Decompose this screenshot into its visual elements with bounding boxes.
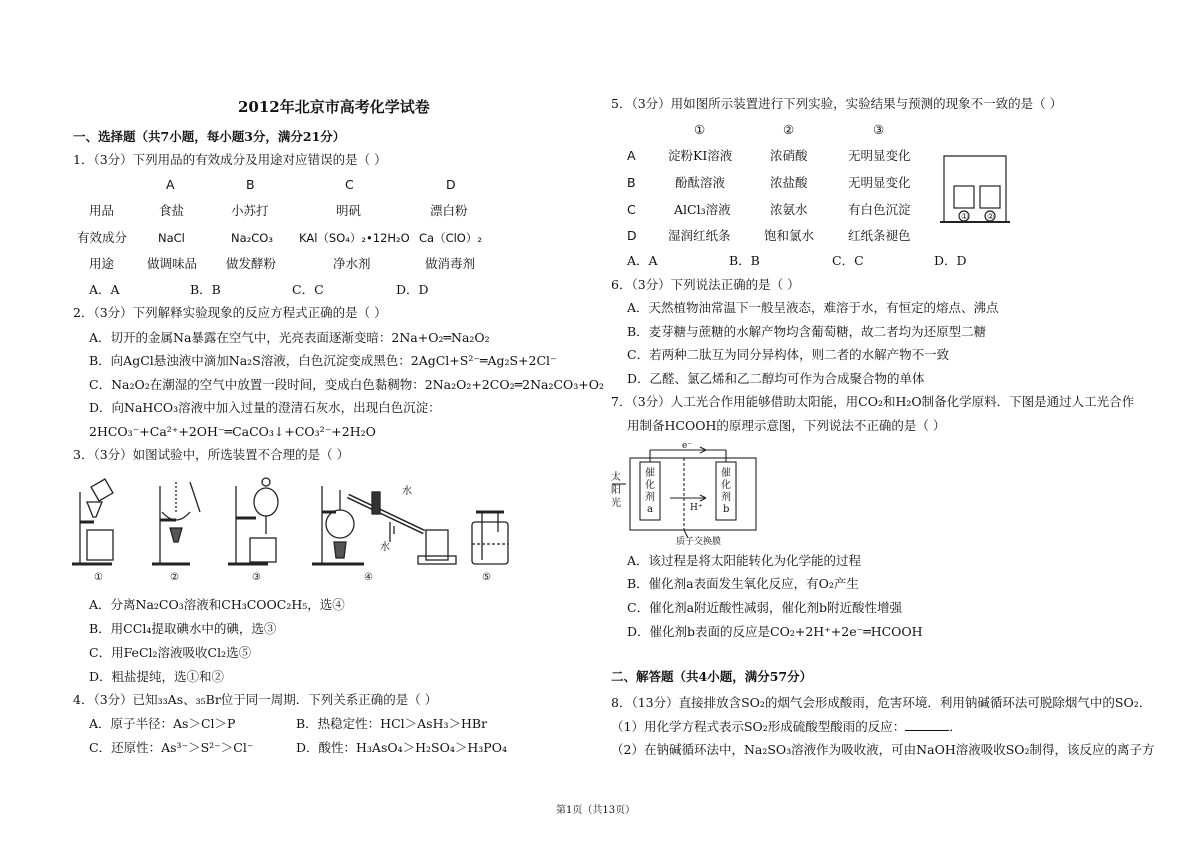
q5-apparatus-figure <box>940 152 1012 232</box>
q7-stem-line2: 用制备HCOOH的原理示意图，下列说法不正确的是（ ） <box>627 418 946 433</box>
q7-cat-b-char: 剂 <box>721 492 731 503</box>
q4-option-d: D．酸性：H₃AsO₄＞H₂SO₄＞H₃PO₄ <box>296 740 507 755</box>
q5-cell: 浓盐酸 <box>770 175 808 190</box>
q5-cell: AlCl₃溶液 <box>674 202 731 217</box>
q5-cell: 红纸条褪色 <box>848 228 911 243</box>
q1-cell: 做调味品 <box>147 256 198 271</box>
q5-option-a: A．A <box>627 253 658 268</box>
q5-cell: 饱和氯水 <box>764 228 815 243</box>
q1-header-d: D <box>446 177 456 192</box>
q7-sun-char: 太 <box>611 472 621 483</box>
q6-option-a: A．天然植物油常温下一般呈液态，难溶于水，有恒定的熔点、沸点 <box>627 300 999 315</box>
q6-option-b: B．麦芽糖与蔗糖的水解产物均含葡萄糖，故二者均为还原型二糖 <box>627 324 987 339</box>
q7-option-b: B．催化剂a表面发生氧化反应，有O₂产生 <box>627 576 859 591</box>
q5-cell: 无明显变化 <box>848 175 911 190</box>
q7-cat-b-char: b <box>723 504 730 515</box>
q7-proton-label: H⁺ <box>690 503 703 513</box>
q1-option-a: A．A <box>89 282 120 297</box>
section-answer-heading: 二、解答题（共4小题，满分57分） <box>611 669 813 684</box>
page-title: 2012年北京市高考化学试卷 <box>238 98 430 116</box>
q7-electron-label: e⁻ <box>682 441 693 451</box>
q1-cell: 用品 <box>89 203 115 218</box>
q1-cell: 做消毒剂 <box>425 256 476 271</box>
page-footer: 第1页（共13页） <box>556 805 636 816</box>
q1-cell: 用途 <box>89 256 115 271</box>
q5-row-label: A <box>627 148 636 163</box>
q1-stem: 1．（3分）下列用品的有效成分及用途对应错误的是（ ） <box>73 152 387 167</box>
q3-apparatus-label-5: ⑤ <box>482 572 491 583</box>
q1-header-b: B <box>246 177 255 192</box>
q5-fig-label-1: ① <box>961 212 969 221</box>
q6-option-d: D．乙醛、氯乙烯和乙二醇均可作为合成聚合物的单体 <box>627 371 925 386</box>
q5-cell: 浓氨水 <box>770 202 808 217</box>
q7-option-d: D．催化剂b表面的反应是CO₂+2H⁺+2e⁻═HCOOH <box>627 624 923 639</box>
q1-option-c: C．C <box>292 282 324 297</box>
q2-option-d: D．向NaHCO₃溶液中加入过量的澄清石灰水，出现白色沉淀： <box>89 400 441 415</box>
q5-cell: 浓硝酸 <box>770 148 808 163</box>
q1-cell: 漂白粉 <box>430 203 468 218</box>
q3-apparatus-label-1: ① <box>94 572 103 583</box>
q2-stem: 2．（3分）下列解释实验现象的反应方程式正确的是（ ） <box>73 305 387 320</box>
q5-row-label: B <box>627 175 636 190</box>
q3-water-in-label: 水 <box>380 542 390 553</box>
q1-header-c: C <box>345 177 354 192</box>
q5-option-d: D．D <box>934 253 967 268</box>
q7-cat-a-char: 剂 <box>645 492 655 503</box>
q7-cat-a-char: a <box>647 504 653 515</box>
q7-cat-b-char: 催 <box>721 468 731 479</box>
q4-option-b: B．热稳定性：HCl＞AsH₃＞HBr <box>296 716 488 731</box>
q8-answer-blank[interactable] <box>905 718 949 731</box>
q3-option-b: B．用CCl₄提取碘水中的碘，选③ <box>89 621 277 636</box>
q7-option-a: A．该过程是将太阳能转化为化学能的过程 <box>627 553 862 568</box>
q4-option-c: C．还原性：As³⁻＞S²⁻＞Cl⁻ <box>89 740 254 755</box>
q1-cell: 做发酵粉 <box>226 256 277 271</box>
q5-header-1: ① <box>694 122 706 137</box>
q1-cell: 明矾 <box>336 203 362 218</box>
q2-option-c: C．Na₂O₂在潮湿的空气中放置一段时间，变成白色黏稠物：2Na₂O₂+2CO₂═2Na₂CO₃+O₂ <box>89 377 605 392</box>
q1-cell: Ca（ClO）₂ <box>419 231 482 245</box>
q7-membrane-label: 质子交换膜 <box>676 537 722 547</box>
q5-cell: 酚酞溶液 <box>675 175 726 190</box>
q1-cell: Na₂CO₃ <box>231 231 273 245</box>
q5-option-c: C．C <box>832 253 864 268</box>
q3-water-out-label: 水 <box>402 486 412 497</box>
q5-row-label: C <box>627 202 636 217</box>
q1-cell: KAl（SO₄）₂•12H₂O <box>299 231 410 245</box>
q8-part1 <box>611 718 962 735</box>
q2-option-d-equation: 2HCO₃⁻+Ca²⁺+2OH⁻═CaCO₃↓+CO₃²⁻+2H₂O <box>89 424 376 439</box>
q1-cell: NaCl <box>158 231 185 245</box>
q8-stem: 8．（13分）直接排放含SO₂的烟气会形成酸雨，危害环境．利用钠碱循环法可脱除烟气中的SO₂． <box>611 695 1152 710</box>
q5-header-3: ③ <box>873 122 885 137</box>
q7-photosynthesis-figure <box>610 441 770 547</box>
q5-option-b: B．B <box>729 253 760 268</box>
q1-option-b: B．B <box>190 282 221 297</box>
q7-cat-b-char: 化 <box>721 480 731 491</box>
q7-stem-line1: 7．（3分）人工光合作用能够借助太阳能，用CO₂和H₂O制备化学原料．下图是通过人工光合作 <box>611 394 1135 409</box>
q7-sun-char: 阳 <box>611 485 621 496</box>
q7-option-c: C．催化剂a附近酸性减弱，催化剂b附近酸性增强 <box>627 600 903 615</box>
q5-cell: 湿润红纸条 <box>668 228 731 243</box>
q7-sun-char: 光 <box>611 498 621 509</box>
q3-apparatus-label-3: ③ <box>252 572 261 583</box>
q3-stem: 3．（3分）如图试验中，所选装置不合理的是（ ） <box>73 447 350 462</box>
q3-option-d: D．粗盐提纯，选①和② <box>89 669 225 684</box>
q3-apparatus-figure <box>72 472 512 582</box>
q5-fig-label-2: ② <box>987 212 995 221</box>
q1-cell: 有效成分 <box>77 230 128 245</box>
q5-cell: 有白色沉淀 <box>848 202 911 217</box>
section-choice-heading: 一、选择题（共7小题，每小题3分，满分21分） <box>73 129 346 144</box>
q1-header-a: A <box>166 177 175 192</box>
q1-cell: 净水剂 <box>333 256 371 271</box>
q6-option-c: C．若两种二肽互为同分异构体，则二者的水解产物不一致 <box>627 347 950 362</box>
q7-cat-a-char: 催 <box>645 468 655 479</box>
q1-cell: 食盐 <box>159 203 185 218</box>
q3-option-a: A．分离Na₂CO₃溶液和CH₃COOC₂H₅，选④ <box>89 597 345 612</box>
q5-header-2: ② <box>783 122 795 137</box>
q5-cell: 无明显变化 <box>848 148 911 163</box>
q5-stem: 5．（3分）用如图所示装置进行下列实验，实验结果与预测的现象不一致的是（ ） <box>611 96 1063 111</box>
q3-apparatus-label-2: ② <box>170 572 179 583</box>
q8-part2: （2）在钠碱循环法中，Na₂SO₃溶液作为吸收液，可由NaOH溶液吸收SO₂制得，该反应的离子方 <box>611 742 1155 757</box>
q8-part1-end: ． <box>949 719 962 734</box>
q4-stem: 4．（3分）已知₃₃As、₃₅Br位于同一周期．下列关系正确的是（ ） <box>73 692 438 707</box>
q3-apparatus-label-4: ④ <box>364 572 373 583</box>
q2-option-b: B．向AgCl悬浊液中滴加Na₂S溶液，白色沉淀变成黑色：2AgCl+S²⁻═Ag₂S+2Cl⁻ <box>89 353 557 368</box>
q1-cell: 小苏打 <box>231 203 269 218</box>
q6-stem: 6．（3分）下列说法正确的是（ ） <box>611 277 800 292</box>
q7-cat-a-char: 化 <box>645 480 655 491</box>
q8-part1-text: （1）用化学方程式表示SO₂形成硫酸型酸雨的反应： <box>611 719 906 734</box>
q1-option-d: D．D <box>396 282 429 297</box>
q3-option-c: C．用FeCl₂溶液吸收Cl₂选⑤ <box>89 645 252 660</box>
q5-row-label: D <box>627 228 637 243</box>
q2-option-a: A．切开的金属Na暴露在空气中，光亮表面逐渐变暗：2Na+O₂═Na₂O₂ <box>89 330 490 345</box>
q4-option-a: A．原子半径：As＞Cl＞P <box>89 716 236 731</box>
q5-cell: 淀粉KI溶液 <box>668 148 733 163</box>
